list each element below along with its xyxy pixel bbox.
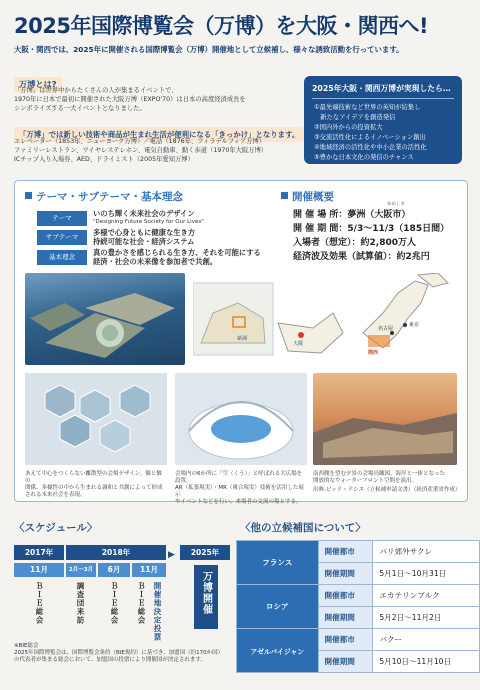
country-azerbaijan: アゼルバイジャン [237,629,319,673]
caption-source: 出典:ビッド・ドシエ（立候補申請文書）（経済産業省作成） [313,487,461,493]
page-title: 2025年国際博覧会（万博）を大阪・関西へ! [14,14,429,38]
bie-note-title: ※BIE総会 [14,643,39,649]
theme-text: いのち輝く未来社会のデザイン "Designing Future Society for Our Lives" [93,209,204,225]
econ-row: 経済波及効果（試算値）：約2兆円 [293,252,430,262]
period-row: 開 催 期 間：5/3～11/3（185日間） [293,224,450,234]
table-row: 開催期間 5月1日～10月31日 [237,563,480,585]
table-row: ロシア 開催都市 エカテリンブルク [237,585,480,607]
merits-heading: 2025年大阪・関西万博が実現したら… [312,83,454,99]
about-paragraph: 「万博」は世界中からたくさんの人が集まるイベントで、 1970年に日本で最初に開催された大阪万博（EXPO'70）は日本の高度経済成長を シンボライズする一大イベントとなりました。 [14,87,246,112]
map-label-kansai: 関西 [368,350,379,356]
about-heading: 万博とは? [14,72,62,92]
merit-item: ②国内外からの投資拡大 [314,124,383,131]
arrow-icon: ▶ [168,550,175,560]
square-icon [25,192,32,199]
map-label-yumeshima: 夢洲 [237,336,248,342]
merit-item: 新たなアイデアを創造発信 [314,114,396,121]
table-row: 開催期間 5月2日～11月2日 [237,607,480,629]
caption-middle: 会場内の6か所に「空（くう）」と呼ばれる大広場を設置。 AR（拡張現実）・MR（複合現実）技術を活用した展示 やイベントなどを行い、来場者の交流の場とする。 [175,471,304,505]
principle-label: 基本理念 [37,250,87,265]
square-icon [281,192,288,199]
merit-item: ③交流活性化によるイノベーション創出 [314,134,426,141]
innovation-list: エレベーター（1853年、ニューヨーク万博）／電話（1876年、フィラデルフィア万博） ファミリーレストラン、ワイヤレステレホン、電気自動車、動く歩道（1970年大阪万博） ICチップ入り入場券、AED、ドライミスト（2005年愛知万博） [14,138,268,163]
plaza-illustration [175,373,307,465]
event-inspection: 調査団来訪 [76,582,85,625]
month-nov-2017: 11月 [14,563,64,577]
bie-note: 2025年国際博覧会は、国際博覧会条約（BIE規約）に基づき、加盟国（約170か国） の代表者が集まる総会において、加盟国の投票により開催国が決定されます。 [14,650,224,663]
caption-left: あえて中心をつくらない離散型の会場デザイン。個と個の 関係、多様性の中から生まれる調和と共創によって形成 される未来社会を表現。 [25,471,163,498]
merit-item: ①最先端技術など世界の英知が結集し [314,104,421,111]
theme-label: テーマ [37,211,87,226]
overview-panel [14,180,468,505]
plaza-dome [175,373,307,465]
year-2025: 2025年 [180,545,230,560]
month-jun: 6月 [98,563,130,577]
year-2017: 2017年 [14,545,64,560]
table-row: アゼルバイジャン 開催都市 バクー [237,629,480,651]
event-vote: 開催地決定投票 [153,582,162,642]
expo-held-box [194,565,218,629]
map-label-nagoya: 名古屋 [378,326,394,332]
event-bie-jun: ＢＩＥ総会 [110,582,119,625]
country-france: フランス [237,541,319,585]
map-label-osaka: 大阪 [293,341,304,347]
hexagon-layout [25,373,167,465]
sunset-illustration [313,373,457,465]
overview-heading: 開催概要 [281,189,334,204]
table-row: フランス 開催都市 パリ郊外サクレ [237,541,480,563]
lead-text: 大阪・関西では、2025年に開催される国際博覧会（万博）開催地として立候補し、様々な誘致活動を行っています。 [14,45,404,54]
layout-illustration [25,373,167,465]
principle-text: 真の豊かさを感じられる生き方、それを可能にする 経済・社会の未来像を参加者で共創。 [93,248,261,266]
visitors-row: 入場者（想定）：約2,800万人 [293,238,416,248]
month-feb-mar: 2月～3月 [66,563,96,577]
subtheme-text: 多様で心身ともに健康な生き方 持続可能な社会・経済システム [93,228,196,246]
aerial-photo [25,273,185,365]
caption-right: 南西側を望む夕景の会場鳥瞰図。海岸と一体となった 開放的なウォーターフロント空間を演出。 [313,471,446,484]
merit-item: ⑤豊かな日本文化の発信のチャンス [314,154,414,161]
month-nov-2018: 11月 [132,563,166,577]
event-bie-2017: ＢＩＥ総会 [35,582,44,625]
table-row: 開催期間 5月10日～11月10日 [237,651,480,673]
japan-map [193,273,455,365]
subtheme-label: サブテーマ [37,230,87,245]
place-row: 開 催 場 所：夢洲（大阪市） [293,210,411,220]
year-2018: 2018年 [66,545,166,560]
aerial-illustration [25,273,185,365]
merit-item: ④地域経済の活性化や中小企業の活性化 [314,144,427,151]
theme-heading: テーマ・サブテーマ・基本理念 [25,189,183,204]
innovation-heading: 「万博」では新しい技術や商品が生まれ生活が便利になる「きっかけ」となります。 [14,122,304,142]
map-label-tokyo: 東京 [409,322,420,328]
country-russia: ロシア [237,585,319,629]
ruby-text: ゆめしま [387,202,405,207]
candidates-table [236,540,480,673]
sunset-view [313,373,457,465]
candidates-heading: 〈他の立候補国について〉 [240,522,366,534]
map-area [193,273,455,365]
expo-held-label: 万博開催 [200,571,212,615]
schedule-heading: 〈スケジュール〉 [14,522,98,534]
event-bie-nov: ＢＩＥ総会 [137,582,146,625]
merits-box [304,76,462,164]
